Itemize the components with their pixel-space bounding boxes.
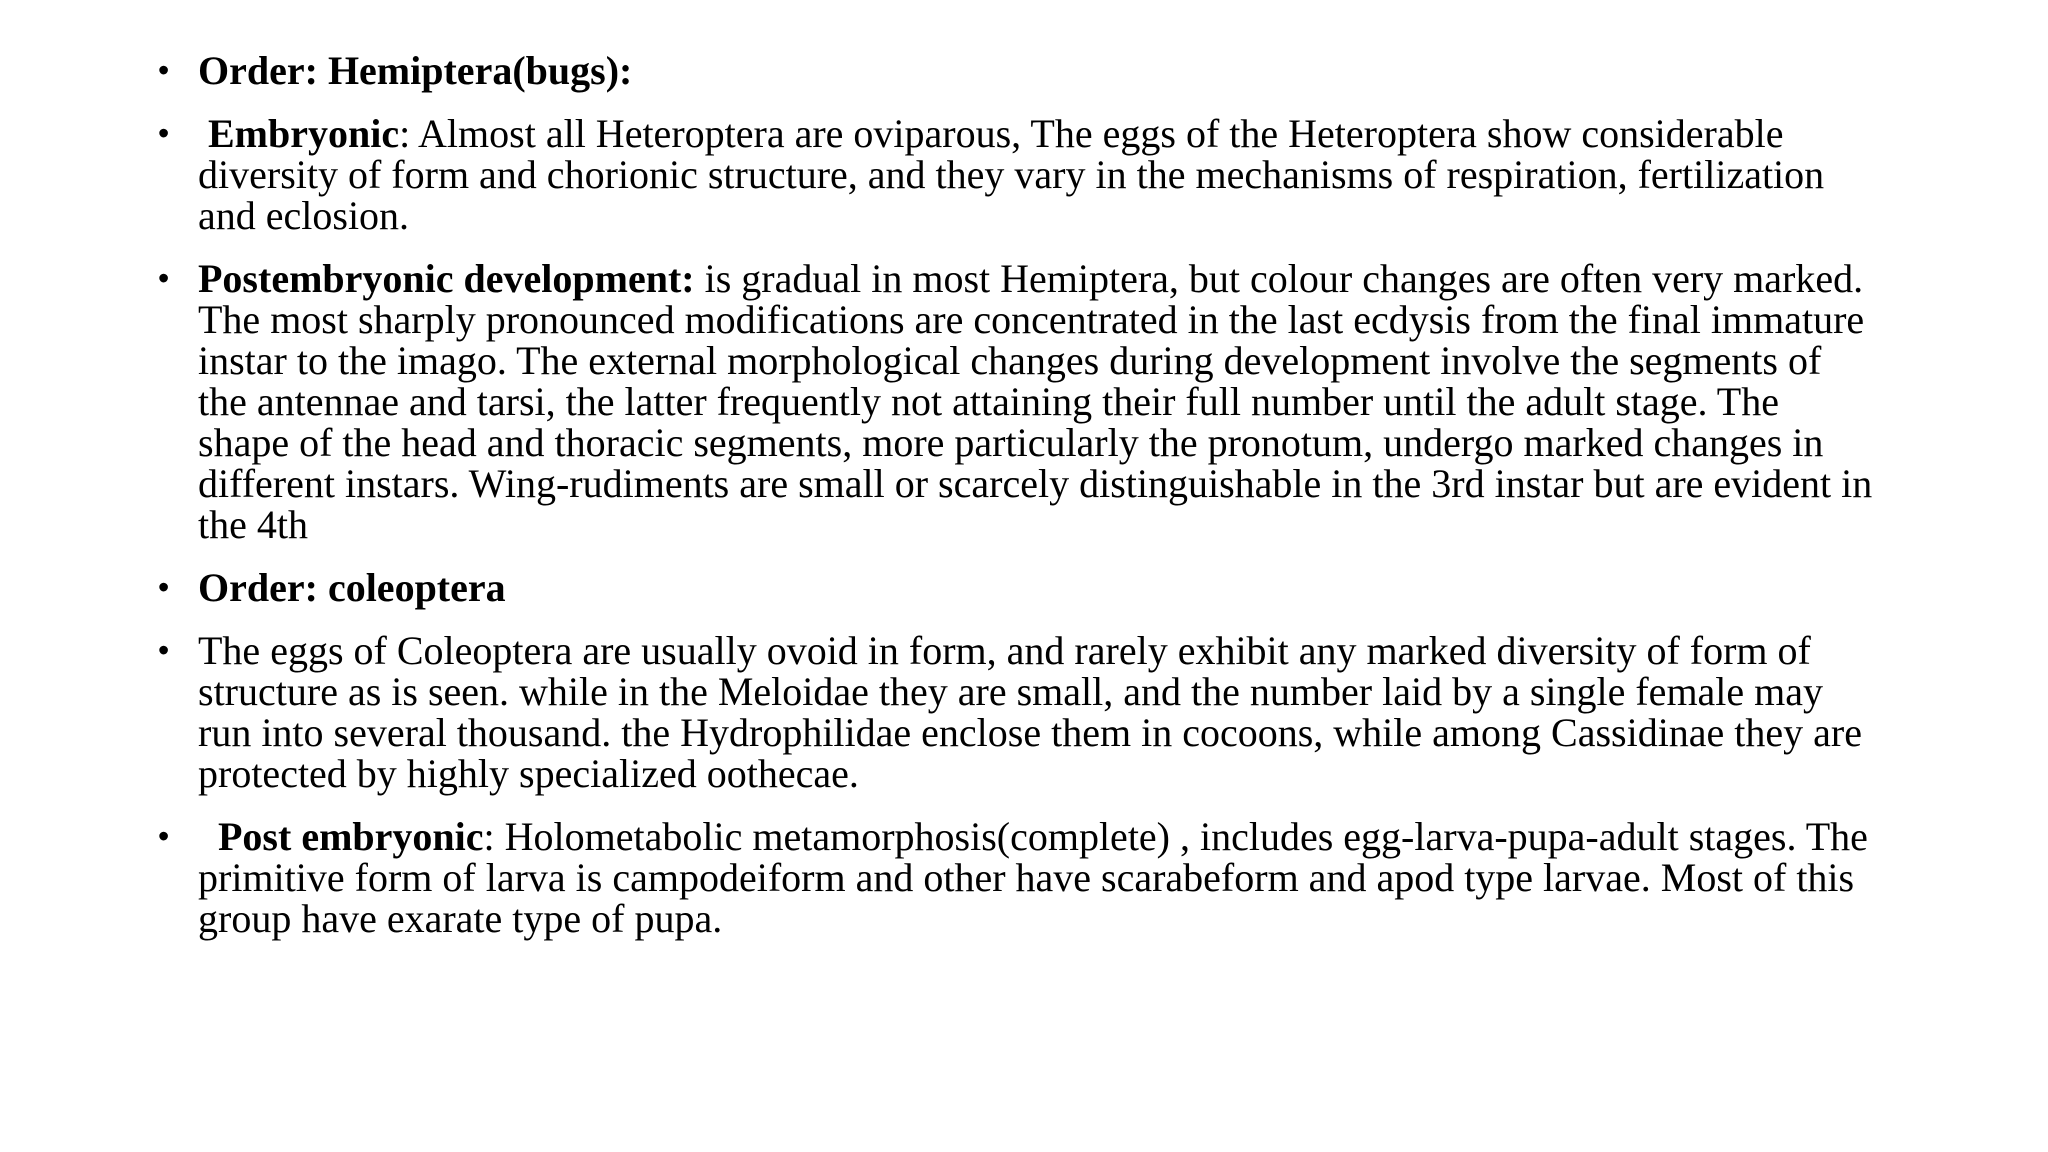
bullet-text: The eggs of Coleoptera are usually ovoid in form, and rarely exhibit any marked diversity of form of structure as is seen. while in the Meloidae they are small, and the number laid by a single female may run into several thousand. the Hydrophilidae enclose them in cocoons, while among Cassidinae they are protected by highly specialized oothecae. — [198, 628, 1863, 796]
bullet-text: : Almost all Heteroptera are oviparous, The eggs of the Heteroptera show considerable diversity of form and chorionic structure, and they vary in the mechanisms of respiration, fertilization and eclosion. — [198, 111, 1825, 238]
bullet-heading: Embryonic — [208, 111, 400, 156]
bullet-text: is gradual in most Hemiptera, but colour changes are often very marked. The most sharply pronounced modifications are concentrated in the last ecdysis from the final immature instar to the imago. The external morphological changes during development involve the segments of the antennae and tarsi, the latter frequently not attaining their full number until the adult stage. The shape of the head and thoracic segments, more particularly the pronotum, undergo marked changes in different instars. Wing-rudiments are small or scarcely distinguishable in the 3rd instar but are evident in the 4th — [198, 256, 1873, 547]
bullet-hemiptera-postembryonic — [158, 258, 1878, 545]
bullet-heading: Post embryonic — [218, 814, 484, 859]
bullet-list — [158, 50, 1878, 961]
bullet-icon: • — [158, 569, 170, 605]
bullet-hemiptera-embryonic — [158, 113, 1878, 236]
bullet-icon: • — [158, 52, 170, 88]
bullet-text: : Holometabolic metamorphosis(complete) , includes egg-larva-pupa-adult stages. The primitive form of larva is campodeiform and other have scarabeform and apod type larvae. Most of this group have exarate type of pupa. — [198, 814, 1868, 941]
bullet-heading: Postembryonic development: — [198, 256, 695, 301]
bullet-heading: Order: coleoptera — [198, 565, 506, 610]
bullet-icon: • — [158, 632, 170, 668]
bullet-order-hemiptera — [158, 50, 1878, 91]
bullet-order-coleoptera — [158, 567, 1878, 608]
bullet-heading: Order: Hemiptera(bugs): — [198, 48, 633, 93]
bullet-icon: • — [158, 818, 170, 854]
lead-space — [198, 814, 218, 859]
bullet-icon: • — [158, 260, 170, 296]
lead-space — [198, 111, 208, 156]
bullet-coleoptera-postembryonic — [158, 816, 1878, 939]
bullet-coleoptera-eggs — [158, 630, 1878, 794]
bullet-icon: • — [158, 115, 170, 151]
